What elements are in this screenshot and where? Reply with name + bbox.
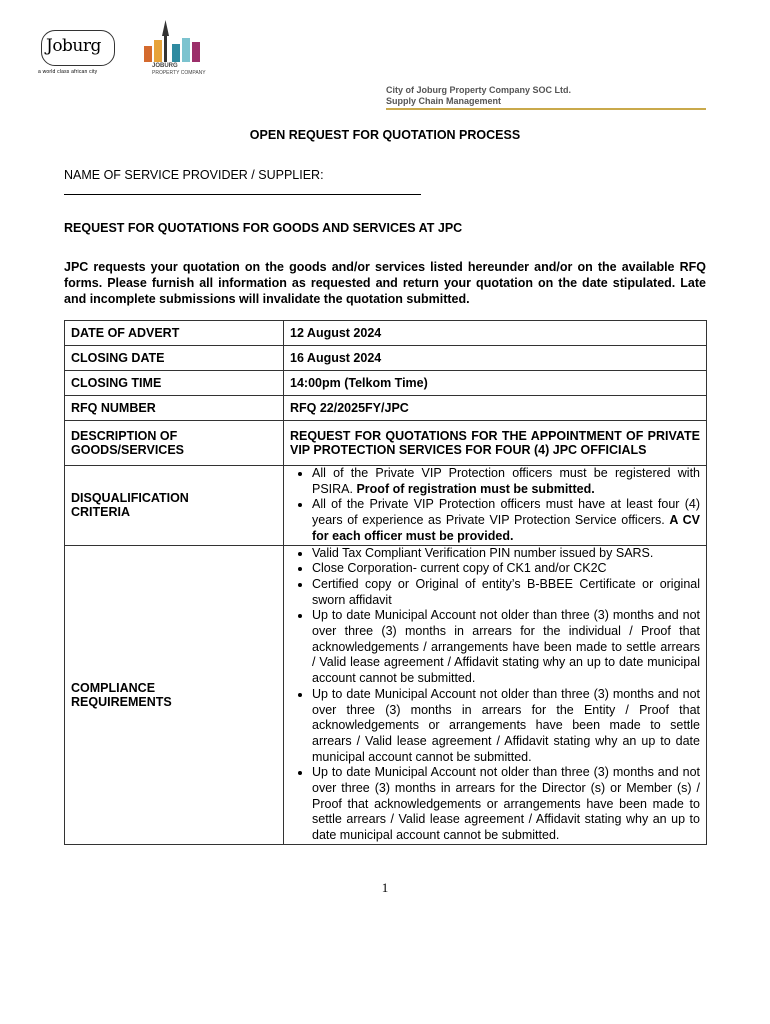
date-of-advert-label: DATE OF ADVERT [65, 321, 284, 346]
disqualification-criteria [284, 466, 707, 546]
rfq-number-value: RFQ 22/2025FY/JPC [284, 396, 707, 421]
table-row [65, 545, 707, 844]
list-item: • Up to date Municipal Account not older than three (3) months and not over three (3) months in arrears for the individual / Proof that acknowledgements / arrangements have been made to settle arrears / Valid lease agreement / Affidavit stating why an up to date municipal account cannot be submitted. [312, 608, 700, 687]
table-row [65, 396, 707, 421]
list-item: • All of the Private VIP Protection officers must be registered with PSIRA. Proof of registration must be submitted. [312, 466, 700, 497]
date-of-advert-value: 12 August 2024 [284, 321, 707, 346]
closing-date-value: 16 August 2024 [284, 346, 707, 371]
organisation-header [386, 85, 571, 107]
jpc-logo-line1: JOBURG [152, 63, 178, 69]
compliance-label [65, 545, 284, 844]
list-item: • All of the Private VIP Protection officers must have at least four (4) years of experience as Private VIP Protection Service officers. A CV for each officer must be provided. [312, 497, 700, 544]
jpc-logo-line2: PROPERTY COMPANY [152, 70, 206, 76]
intro-paragraph: JPC requests your quotation on the goods and/or services listed hereunder and/or on the available RFQ forms. Please furnish all information as requested and return your quotation on the date stipulated. Late and incomplete submissions will invalidate the quotation submitted. [64, 260, 706, 306]
compliance-requirements [284, 545, 707, 844]
supplier-label: NAME OF SERVICE PROVIDER / SUPPLIER: [64, 168, 324, 182]
document-title: OPEN REQUEST FOR QUOTATION PROCESS [249, 128, 521, 142]
disqualification-list [290, 466, 700, 545]
description-label [65, 421, 284, 466]
org-name: City of Joburg Property Company SOC Ltd. [386, 85, 572, 95]
description-label-line1: DESCRIPTION OF [71, 429, 178, 443]
jpc-skyline-icon [140, 18, 220, 64]
joburg-logo [36, 28, 122, 78]
table-row [65, 346, 707, 371]
compliance-label-line1: COMPLIANCE [71, 680, 156, 695]
list-item: • Up to date Municipal Account not older than three (3) months and not over three (3) months in arrears for the Entity / Proof that acknowledgements or arrangements have been made to settle arrears / Valid lease agreement / Affidavit stating why an up to date municipal account cannot be submitted. [312, 687, 700, 766]
disqualification-label-line1: DISQUALIFICATION [71, 491, 189, 506]
list-item: • Certified copy or Original of entity’s B-BBEE Certificate or original sworn affidavit [312, 577, 700, 608]
list-item: • Up to date Municipal Account not older than three (3) months and not over three (3) months in arrears for the Director (s) or Member (s) / Proof that acknowledgements or arrangements have been made to settle arrears / Valid lease agreement / Affidavit stating why an up to date municipal account cannot be submitted. [312, 765, 700, 844]
disqualification-label-line2: CRITERIA [71, 505, 131, 520]
header-divider [386, 108, 706, 110]
description-label-line2: GOODS/SERVICES [71, 443, 184, 457]
page-number: 1 [381, 880, 389, 895]
compliance-list [290, 546, 700, 844]
table-row [65, 321, 707, 346]
list-item: • Valid Tax Compliant Verification PIN number issued by SARS. [312, 546, 700, 562]
rfq-details-table [64, 320, 707, 845]
jpc-logo [140, 18, 220, 78]
description-value: REQUEST FOR QUOTATIONS FOR THE APPOINTMENT OF PRIVATE VIP PROTECTION SERVICES FOR FOUR (4) JPC OFFICIALS [284, 421, 707, 466]
joburg-logo-word: Joburg [46, 36, 101, 56]
supplier-name-line [64, 194, 421, 195]
closing-time-value: 14:00pm (Telkom Time) [284, 371, 707, 396]
list-item: • Close Corporation- current copy of CK1 and/or CK2C [312, 561, 700, 577]
compliance-label-line2: REQUIREMENTS [71, 694, 172, 709]
table-row [65, 421, 707, 466]
section-heading: REQUEST FOR QUOTATIONS FOR GOODS AND SERVICES AT JPC [64, 221, 463, 235]
org-department: Supply Chain Management [386, 96, 502, 106]
rfq-number-label: RFQ NUMBER [65, 396, 284, 421]
closing-date-label: CLOSING DATE [65, 346, 284, 371]
table-row [65, 371, 707, 396]
table-row [65, 466, 707, 546]
closing-time-label: CLOSING TIME [65, 371, 284, 396]
joburg-logo-tagline: a world class african city [38, 69, 98, 75]
disqualification-label [65, 466, 284, 546]
